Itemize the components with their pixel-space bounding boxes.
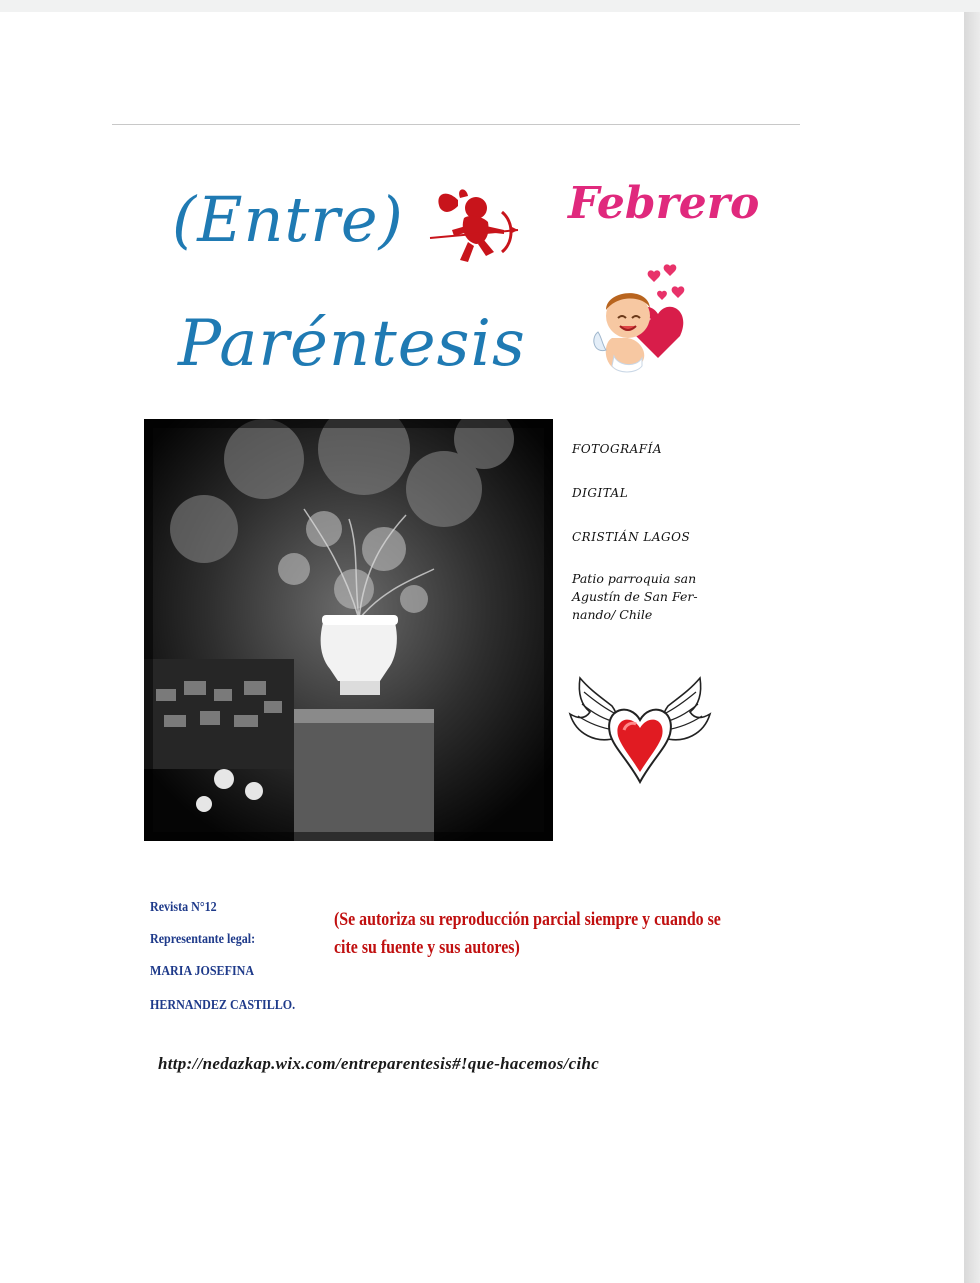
page-edge-shadow	[964, 12, 980, 1283]
title-parentesis: Paréntesis	[178, 307, 526, 381]
cupid-heart-icon	[592, 262, 692, 378]
website-link[interactable]: http://nedazkap.wix.com/entreparentesis#!que-hacemos/cihc	[158, 1054, 600, 1073]
featured-photo	[144, 419, 553, 841]
cupid-archer-icon	[424, 186, 524, 268]
top-divider	[112, 124, 800, 125]
legal-rep-label: Representante legal:	[150, 932, 256, 947]
caption-photographer: CRISTIÁN LAGOS	[572, 530, 691, 544]
caption-location: Patio parroquia san Agustín de San Fer-nando/ Chile	[572, 571, 698, 622]
legal-rep-name-line2: HERNANDEZ CASTILLO.	[150, 998, 296, 1013]
reproduction-notice: (Se autoriza su reproducción parcial siempre y cuando se cite su fuente y sus autores)	[334, 910, 721, 958]
title-month: Febrero	[568, 178, 760, 229]
legal-rep-name-line1: MARIA JOSEFINA	[150, 964, 255, 979]
issue-number: Revista N°12	[150, 900, 217, 915]
caption-digital: DIGITAL	[572, 486, 629, 500]
caption-photography: FOTOGRAFÍA	[572, 442, 663, 456]
title-entre: (Entre)	[172, 183, 404, 256]
winged-heart-icon	[566, 674, 714, 790]
